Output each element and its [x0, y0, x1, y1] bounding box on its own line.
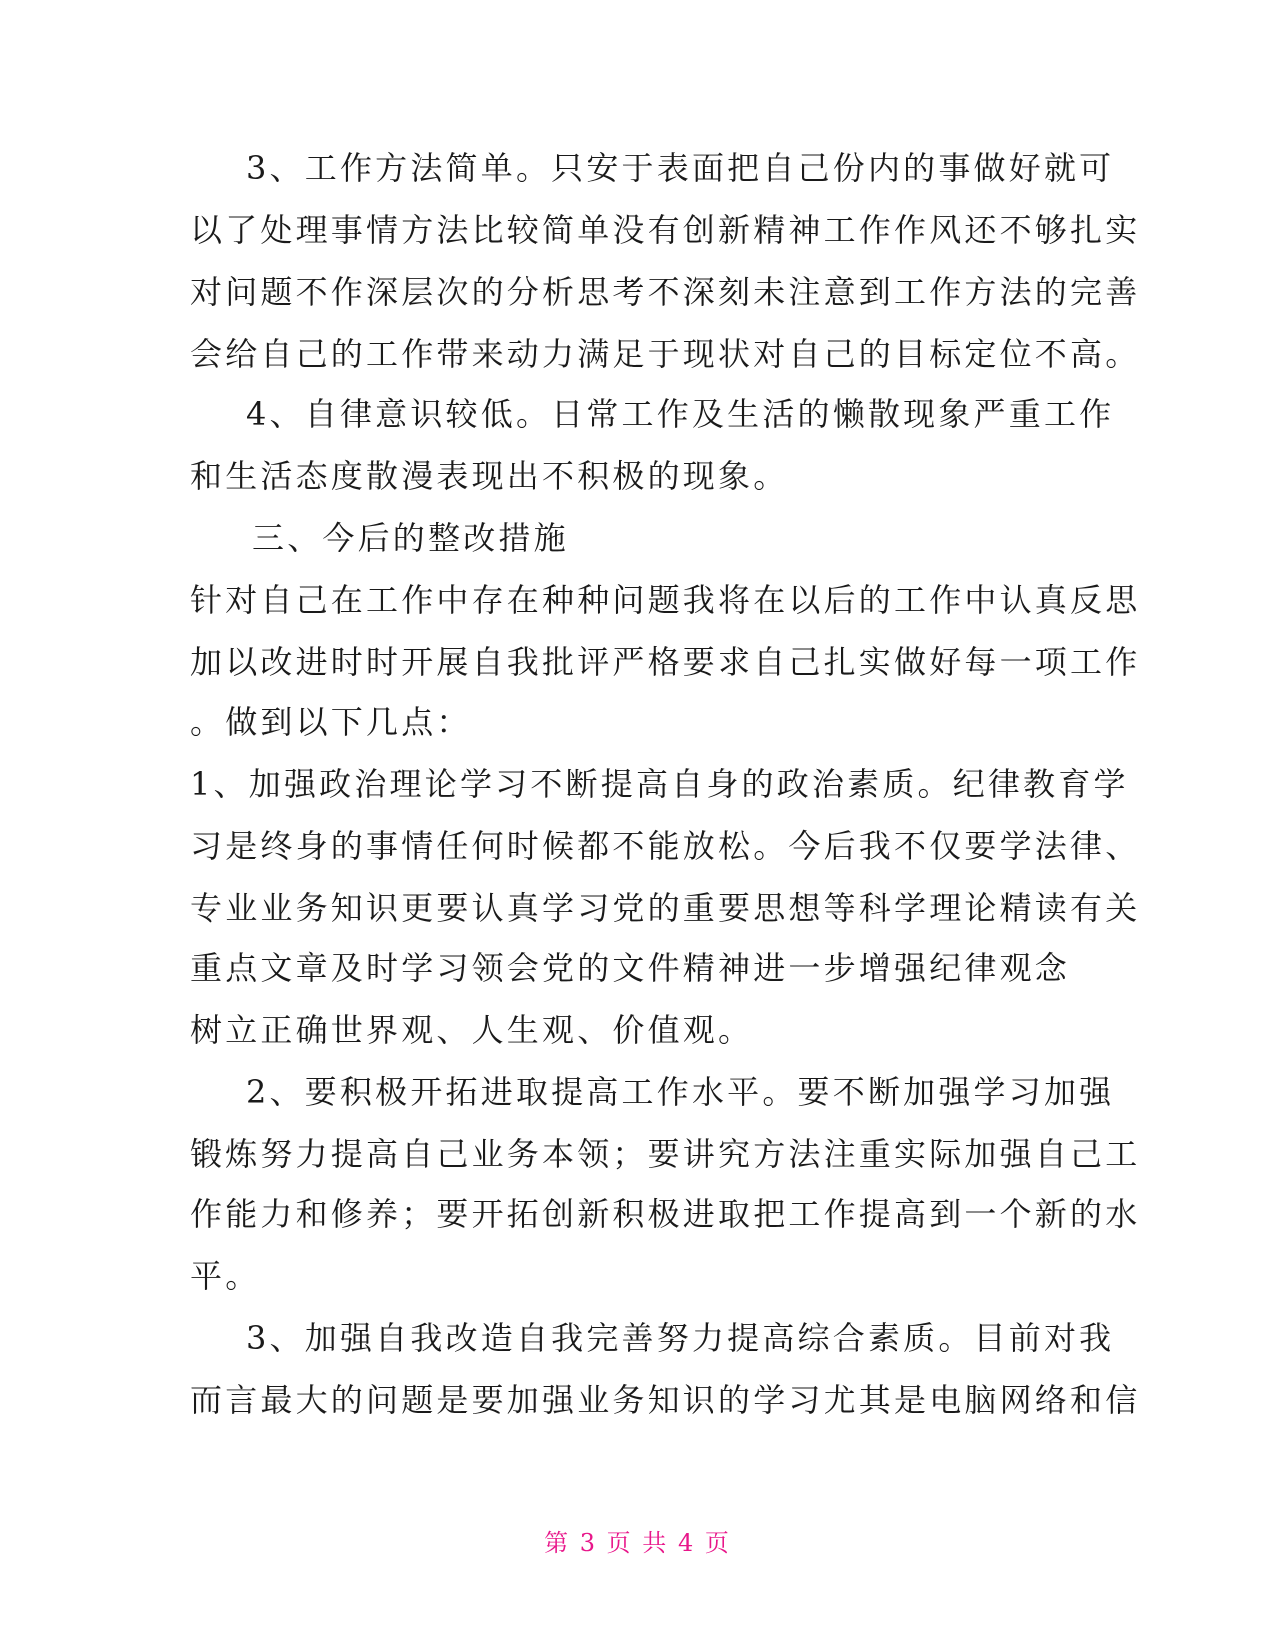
paragraph-line: 作能力和修养；要开拓创新积极进取把工作提高到一个新的水	[190, 1195, 1141, 1233]
paragraph-line: 1、加强政治理论学习不断提高自身的政治素质。纪律教育学	[190, 765, 1129, 803]
page-number-footer: 第 3 页 共 4 页	[544, 1529, 731, 1557]
paragraph-line: 加以改进时时开展自我批评严格要求自己扎实做好每一项工作	[190, 643, 1141, 681]
paragraph-line: 和生活态度散漫表现出不积极的现象。	[190, 457, 789, 495]
paragraph-line: 4、自律意识较低。日常工作及生活的懒散现象严重工作	[246, 395, 1115, 433]
paragraph-line: 3、工作方法简单。只安于表面把自己份内的事做好就可	[246, 149, 1115, 187]
paragraph-line: 2、要积极开拓进取提高工作水平。要不断加强学习加强	[246, 1073, 1115, 1111]
paragraph-line: 。做到以下几点：	[190, 703, 472, 741]
paragraph-line: 习是终身的事情任何时候都不能放松。今后我不仅要学法律、	[190, 827, 1141, 865]
paragraph-line: 以了处理事情方法比较简单没有创新精神工作作风还不够扎实	[190, 211, 1141, 249]
paragraph-line: 对问题不作深层次的分析思考不深刻未注意到工作方法的完善	[190, 273, 1141, 311]
paragraph-line: 锻炼努力提高自己业务本领；要讲究方法注重实际加强自己工	[190, 1135, 1141, 1173]
paragraph-line: 重点文章及时学习领会党的文件精神进一步增强纪律观念	[190, 949, 1071, 987]
paragraph-line: 3、加强自我改造自我完善努力提高综合素质。目前对我	[246, 1319, 1115, 1357]
paragraph-line: 而言最大的问题是要加强业务知识的学习尤其是电脑网络和信	[190, 1381, 1141, 1419]
section-heading: 三、今后的整改措施	[252, 519, 569, 557]
paragraph-line: 针对自己在工作中存在种种问题我将在以后的工作中认真反思	[190, 581, 1141, 619]
paragraph-line: 专业业务知识更要认真学习党的重要思想等科学理论精读有关	[190, 889, 1141, 927]
paragraph-line: 树立正确世界观、人生观、价值观。	[190, 1011, 754, 1049]
paragraph-line: 会给自己的工作带来动力满足于现状对自己的目标定位不高。	[190, 335, 1141, 373]
paragraph-line: 平。	[190, 1257, 261, 1295]
